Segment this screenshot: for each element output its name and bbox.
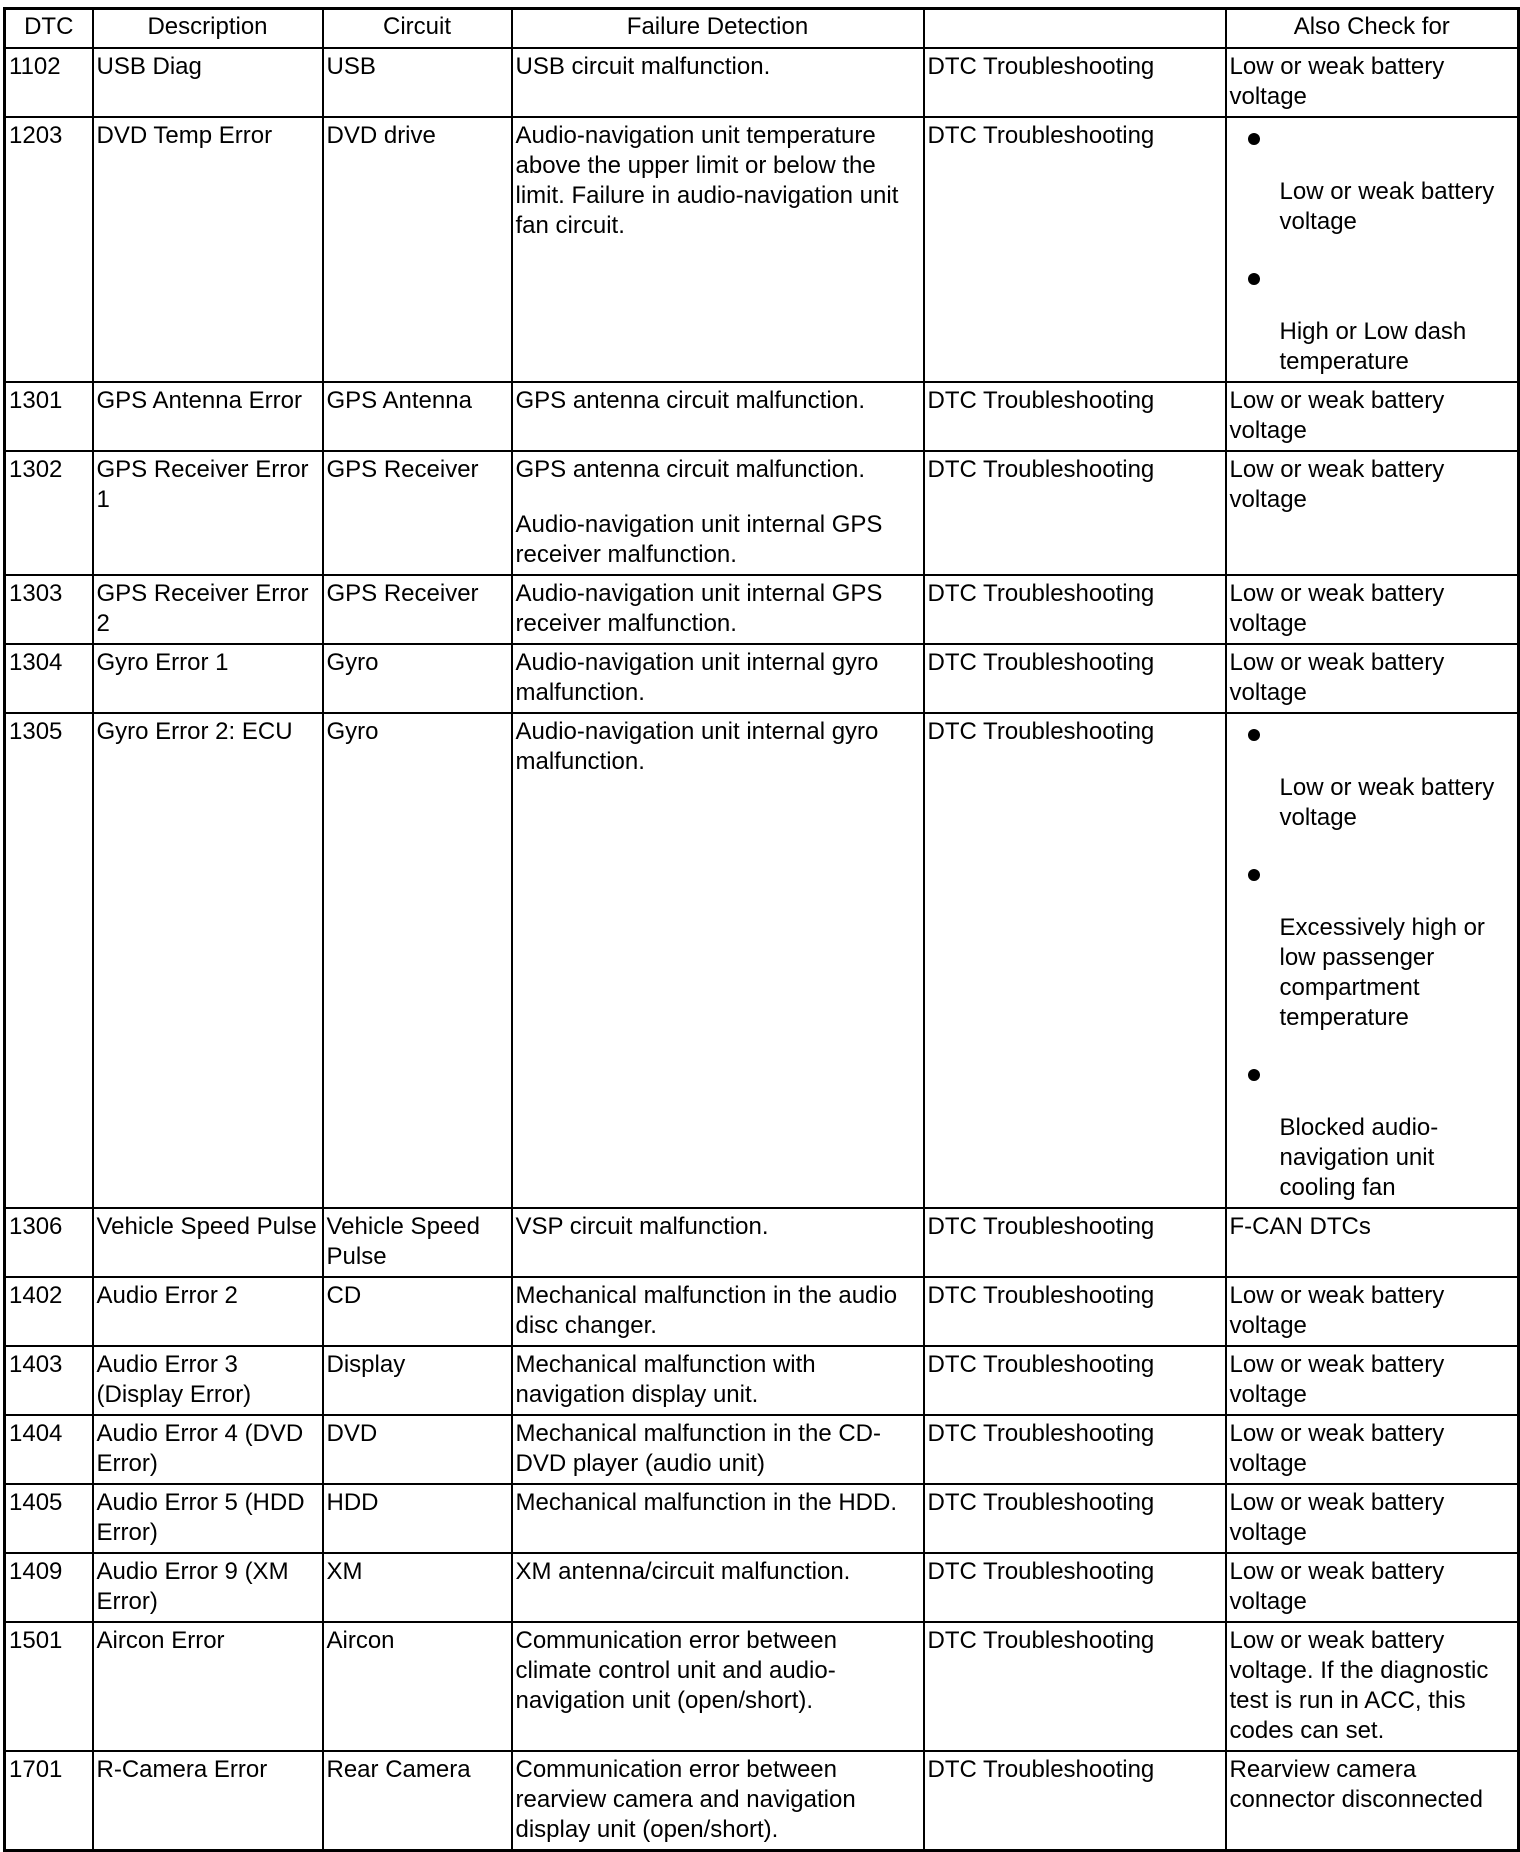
- troubleshooting-cell: DTC Troubleshooting: [924, 48, 1226, 117]
- also-check-cell: [1226, 382, 1519, 451]
- also-check-cell: [1226, 1346, 1519, 1415]
- failure-detection-cell: [512, 575, 924, 644]
- failure-detection-cell: [512, 644, 924, 713]
- description-cell: Gyro Error 2: ECU: [93, 713, 323, 1208]
- bullet-icon: [1248, 1069, 1260, 1081]
- description-cell: Audio Error 3 (Display Error): [93, 1346, 323, 1415]
- table-row: [5, 1484, 1519, 1553]
- also-check-text: Blocked audio-navigation unit cooling fan: [1279, 1114, 1439, 1201]
- table-row: [5, 48, 1519, 117]
- dtc-code-cell: 1405: [5, 1484, 93, 1553]
- circuit-cell: Gyro: [323, 644, 512, 713]
- description-cell: Vehicle Speed Pulse: [93, 1208, 323, 1277]
- also-check-cell: [1226, 48, 1519, 117]
- table-header-row: [5, 9, 1519, 49]
- description-cell: Aircon Error: [93, 1622, 323, 1751]
- table-row: [5, 713, 1519, 1208]
- header-circuit: Circuit: [323, 9, 512, 49]
- description-cell: Gyro Error 1: [93, 644, 323, 713]
- table-row: [5, 644, 1519, 713]
- failure-detection-text: Audio-navigation unit internal gyro malfunction.: [515, 718, 879, 775]
- dtc-code-cell: 1304: [5, 644, 93, 713]
- also-check-cell: [1226, 451, 1519, 575]
- also-check-cell: [1226, 575, 1519, 644]
- failure-detection-cell: [512, 382, 924, 451]
- dtc-code-cell: 1404: [5, 1415, 93, 1484]
- dtc-code-cell: 1305: [5, 713, 93, 1208]
- table-row: [5, 382, 1519, 451]
- failure-detection-cell: [512, 48, 924, 117]
- also-check-text: Low or weak battery voltage: [1229, 580, 1445, 637]
- dtc-code-cell: 1301: [5, 382, 93, 451]
- failure-detection-cell: [512, 1553, 924, 1622]
- also-check-text: Low or weak battery voltage: [1229, 1558, 1445, 1615]
- bullet-icon: [1248, 133, 1260, 145]
- troubleshooting-cell: DTC Troubleshooting: [924, 382, 1226, 451]
- table-row: [5, 1346, 1519, 1415]
- failure-detection-text: USB circuit malfunction.: [515, 53, 771, 80]
- bullet-icon: [1248, 869, 1260, 881]
- header-description: Description: [93, 9, 323, 49]
- failure-detection-text: XM antenna/circuit malfunction.: [515, 1558, 851, 1585]
- description-cell: Audio Error 4 (DVD Error): [93, 1415, 323, 1484]
- table-row: [5, 117, 1519, 382]
- troubleshooting-cell: DTC Troubleshooting: [924, 1484, 1226, 1553]
- description-cell: Audio Error 9 (XM Error): [93, 1553, 323, 1622]
- also-check-cell: [1226, 644, 1519, 713]
- circuit-cell: XM: [323, 1553, 512, 1622]
- also-check-list-item: [1230, 121, 1515, 237]
- dtc-code-cell: 1701: [5, 1751, 93, 1851]
- bullet-icon: [1248, 273, 1260, 285]
- also-check-text: F-CAN DTCs: [1229, 1213, 1371, 1240]
- circuit-cell: GPS Receiver: [323, 575, 512, 644]
- table-row: [5, 1277, 1519, 1346]
- failure-detection-cell: [512, 451, 924, 575]
- circuit-cell: Gyro: [323, 713, 512, 1208]
- also-check-text: Low or weak battery voltage: [1229, 1282, 1445, 1339]
- also-check-list: [1230, 717, 1515, 1203]
- troubleshooting-cell: DTC Troubleshooting: [924, 1553, 1226, 1622]
- failure-detection-cell: [512, 1346, 924, 1415]
- also-check-list-item: [1230, 1057, 1515, 1203]
- failure-detection-cell: [512, 1208, 924, 1277]
- failure-detection-text: Communication error between climate control unit and audio-navigation unit (open/short).: [515, 1627, 837, 1714]
- description-cell: Audio Error 5 (HDD Error): [93, 1484, 323, 1553]
- also-check-text: Low or weak battery voltage. If the diagnostic test is run in ACC, this codes can set.: [1229, 1627, 1489, 1744]
- circuit-cell: Display: [323, 1346, 512, 1415]
- troubleshooting-cell: DTC Troubleshooting: [924, 575, 1226, 644]
- header-dtc: DTC: [5, 9, 93, 49]
- also-check-text: Rearview camera connector disconnected: [1229, 1756, 1483, 1813]
- failure-detection-text: Mechanical malfunction in the HDD.: [515, 1489, 898, 1516]
- failure-detection-text: GPS antenna circuit malfunction.: [515, 387, 866, 414]
- also-check-cell: [1226, 1751, 1519, 1851]
- troubleshooting-cell: DTC Troubleshooting: [924, 1415, 1226, 1484]
- dtc-code-cell: 1409: [5, 1553, 93, 1622]
- circuit-cell: GPS Receiver: [323, 451, 512, 575]
- also-check-cell: [1226, 1484, 1519, 1553]
- dtc-code-cell: 1203: [5, 117, 93, 382]
- failure-detection-text: Communication error between rearview camera and navigation display unit (open/short).: [515, 1756, 856, 1843]
- failure-detection-text: GPS antenna circuit malfunction.: [515, 456, 866, 483]
- table-row: [5, 1208, 1519, 1277]
- failure-detection-text: VSP circuit malfunction.: [515, 1213, 769, 1240]
- dtc-code-cell: 1403: [5, 1346, 93, 1415]
- also-check-text: Low or weak battery voltage: [1229, 456, 1445, 513]
- troubleshooting-cell: DTC Troubleshooting: [924, 713, 1226, 1208]
- description-cell: Audio Error 2: [93, 1277, 323, 1346]
- description-cell: R-Camera Error: [93, 1751, 323, 1851]
- failure-detection-text: Audio-navigation unit internal GPS receiver malfunction.: [515, 511, 883, 568]
- troubleshooting-cell: DTC Troubleshooting: [924, 644, 1226, 713]
- circuit-cell: Aircon: [323, 1622, 512, 1751]
- also-check-list: [1230, 121, 1515, 377]
- table-row: [5, 1622, 1519, 1751]
- table-body: [5, 48, 1519, 1851]
- table-row: [5, 575, 1519, 644]
- dtc-code-cell: 1501: [5, 1622, 93, 1751]
- table-row: [5, 1553, 1519, 1622]
- failure-detection-text: Audio-navigation unit internal GPS receiver malfunction.: [515, 580, 883, 637]
- circuit-cell: CD: [323, 1277, 512, 1346]
- also-check-text: Low or weak battery voltage: [1229, 53, 1445, 110]
- also-check-text: Low or weak battery voltage: [1229, 649, 1445, 706]
- troubleshooting-cell: DTC Troubleshooting: [924, 1208, 1226, 1277]
- circuit-cell: Vehicle Speed Pulse: [323, 1208, 512, 1277]
- also-check-text: Low or weak battery voltage: [1279, 178, 1495, 235]
- also-check-cell: [1226, 713, 1519, 1208]
- troubleshooting-cell: DTC Troubleshooting: [924, 1751, 1226, 1851]
- also-check-cell: [1226, 1208, 1519, 1277]
- also-check-text: Low or weak battery voltage: [1279, 774, 1495, 831]
- description-cell: USB Diag: [93, 48, 323, 117]
- also-check-list-item: [1230, 261, 1515, 377]
- also-check-text: Low or weak battery voltage: [1229, 1420, 1445, 1477]
- table-row: [5, 1415, 1519, 1484]
- also-check-cell: [1226, 1277, 1519, 1346]
- also-check-text: Low or weak battery voltage: [1229, 1489, 1445, 1546]
- circuit-cell: DVD: [323, 1415, 512, 1484]
- bullet-icon: [1248, 729, 1260, 741]
- header-failure-detection: Failure Detection: [512, 9, 924, 49]
- failure-detection-cell: [512, 1415, 924, 1484]
- also-check-text: Low or weak battery voltage: [1229, 1351, 1445, 1408]
- also-check-text: Low or weak battery voltage: [1229, 387, 1445, 444]
- troubleshooting-cell: DTC Troubleshooting: [924, 1277, 1226, 1346]
- failure-detection-cell: [512, 1622, 924, 1751]
- description-cell: DVD Temp Error: [93, 117, 323, 382]
- failure-detection-text: Audio-navigation unit temperature above the upper limit or below the limit. Failure in audio-navigation unit fan circuit.: [515, 122, 899, 239]
- table-row: [5, 1751, 1519, 1851]
- circuit-cell: GPS Antenna: [323, 382, 512, 451]
- dtc-table: [3, 7, 1520, 1852]
- also-check-text: Excessively high or low passenger compartment temperature: [1279, 914, 1485, 1031]
- table-row: [5, 451, 1519, 575]
- header-also-check-for: Also Check for: [1226, 9, 1519, 49]
- dtc-code-cell: 1306: [5, 1208, 93, 1277]
- description-cell: GPS Receiver Error 1: [93, 451, 323, 575]
- dtc-code-cell: 1302: [5, 451, 93, 575]
- also-check-text: High or Low dash temperature: [1279, 318, 1467, 375]
- also-check-list-item: [1230, 857, 1515, 1033]
- failure-detection-cell: [512, 117, 924, 382]
- failure-detection-text: Mechanical malfunction with navigation display unit.: [515, 1351, 816, 1408]
- circuit-cell: DVD drive: [323, 117, 512, 382]
- also-check-list-item: [1230, 717, 1515, 833]
- failure-detection-text: Audio-navigation unit internal gyro malfunction.: [515, 649, 879, 706]
- description-cell: GPS Receiver Error 2: [93, 575, 323, 644]
- also-check-cell: [1226, 1415, 1519, 1484]
- also-check-cell: [1226, 117, 1519, 382]
- also-check-cell: [1226, 1622, 1519, 1751]
- circuit-cell: Rear Camera: [323, 1751, 512, 1851]
- troubleshooting-cell: DTC Troubleshooting: [924, 451, 1226, 575]
- failure-detection-cell: [512, 1751, 924, 1851]
- circuit-cell: HDD: [323, 1484, 512, 1553]
- troubleshooting-cell: DTC Troubleshooting: [924, 1622, 1226, 1751]
- dtc-code-cell: 1102: [5, 48, 93, 117]
- failure-detection-cell: [512, 1277, 924, 1346]
- circuit-cell: USB: [323, 48, 512, 117]
- header-action: [924, 9, 1226, 49]
- failure-detection-text: Mechanical malfunction in the CD-DVD player (audio unit): [515, 1420, 881, 1477]
- failure-detection-cell: [512, 1484, 924, 1553]
- also-check-cell: [1226, 1553, 1519, 1622]
- troubleshooting-cell: DTC Troubleshooting: [924, 1346, 1226, 1415]
- troubleshooting-cell: DTC Troubleshooting: [924, 117, 1226, 382]
- dtc-code-cell: 1402: [5, 1277, 93, 1346]
- failure-detection-text: Mechanical malfunction in the audio disc changer.: [515, 1282, 898, 1339]
- dtc-code-cell: 1303: [5, 575, 93, 644]
- description-cell: GPS Antenna Error: [93, 382, 323, 451]
- failure-detection-cell: [512, 713, 924, 1208]
